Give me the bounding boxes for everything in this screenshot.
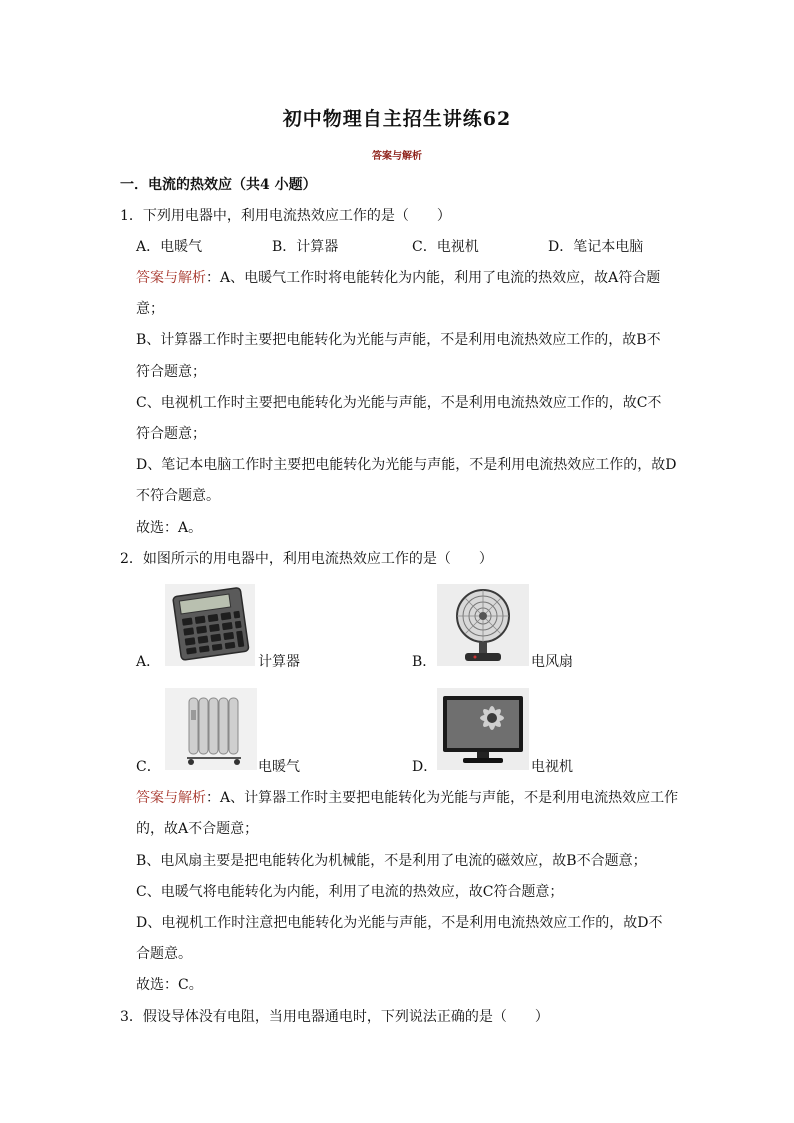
answer-text: ：A、电暖气工作时将电能转化为内能，利用了电流的热效应，故A符合题 <box>206 270 661 286</box>
question-2-option-c-label: 电暖气 <box>258 759 300 775</box>
question-2-option-a-label: 计算器 <box>258 654 300 670</box>
question-1-option-b: B．计算器 <box>272 239 339 255</box>
question-1-answer-line-7: D、笔记本电脑工作时主要把电能转化为光能与声能，不是利用电流热效应工作的，故D <box>136 457 677 473</box>
question-1-answer-line-2: 意； <box>136 301 164 317</box>
question-2-option-b-label: 电风扇 <box>531 654 573 670</box>
answer-label: 答案与解析 <box>136 790 206 806</box>
question-2-answer-line-7: 故选：C。 <box>136 977 203 993</box>
section-heading: 一．电流的热效应（共4 小题） <box>120 177 317 193</box>
television-icon <box>437 688 529 770</box>
question-2-option-b-letter: B． <box>412 654 437 670</box>
page-subtitle: 答案与解析 <box>372 151 422 162</box>
fan-heater-icon <box>437 584 529 666</box>
radiator-icon <box>165 688 257 770</box>
question-1-answer-line-9: 故选：A。 <box>136 520 203 536</box>
question-2-option-c-letter: C． <box>136 759 161 775</box>
question-1-answer-line-6: 符合题意； <box>136 426 206 442</box>
question-2-option-d-letter: D． <box>412 759 438 775</box>
question-1-answer-line-8: 不符合题意。 <box>136 488 220 504</box>
calculator-icon <box>165 584 255 666</box>
question-1-answer-line-4: 符合题意； <box>136 364 206 380</box>
question-2-answer-line-2: 的，故A不合题意； <box>136 821 259 837</box>
question-1-answer-line-3: B、计算器工作时主要把电能转化为光能与声能，不是利用电流热效应工作的，故B不 <box>136 332 661 348</box>
question-2-answer-line-4: C、电暖气将电能转化为内能，利用了电流的热效应，故C符合题意； <box>136 884 564 900</box>
question-2-answer-line-5: D、电视机工作时注意把电能转化为光能与声能，不是利用电流热效应工作的，故D不 <box>136 915 663 931</box>
question-2-answer-line-3: B、电风扇主要是把电能转化为机械能，不是利用了电流的磁效应，故B不合题意； <box>136 853 647 869</box>
answer-text: ：A、计算器工作时主要把电能转化为光能与声能，不是利用电流热效应工作 <box>206 790 679 806</box>
question-2-answer-line-6: 合题意。 <box>136 946 192 962</box>
question-2-answer-line-1 <box>136 788 678 808</box>
question-2-option-d-label: 电视机 <box>531 759 573 775</box>
question-1-option-c: C．电视机 <box>412 239 479 255</box>
page-title: 初中物理自主招生讲练62 <box>282 108 512 130</box>
question-1-option-a: A．电暖气 <box>136 239 203 255</box>
question-1-answer-line-1 <box>136 268 660 288</box>
question-2-option-a-letter: A． <box>136 654 161 670</box>
question-2-stem: 2．如图所示的用电器中，利用电流热效应工作的是（ ） <box>120 551 493 567</box>
question-1-answer-line-5: C、电视机工作时主要把电能转化为光能与声能，不是利用电流热效应工作的，故C不 <box>136 395 662 411</box>
question-1-stem: 1．下列用电器中，利用电流热效应工作的是（ ） <box>120 208 451 224</box>
question-1-option-d: D．笔记本电脑 <box>548 239 644 255</box>
question-3-stem: 3．假设导体没有电阻，当用电器通电时，下列说法正确的是（ ） <box>120 1009 549 1025</box>
answer-label: 答案与解析 <box>136 270 206 286</box>
